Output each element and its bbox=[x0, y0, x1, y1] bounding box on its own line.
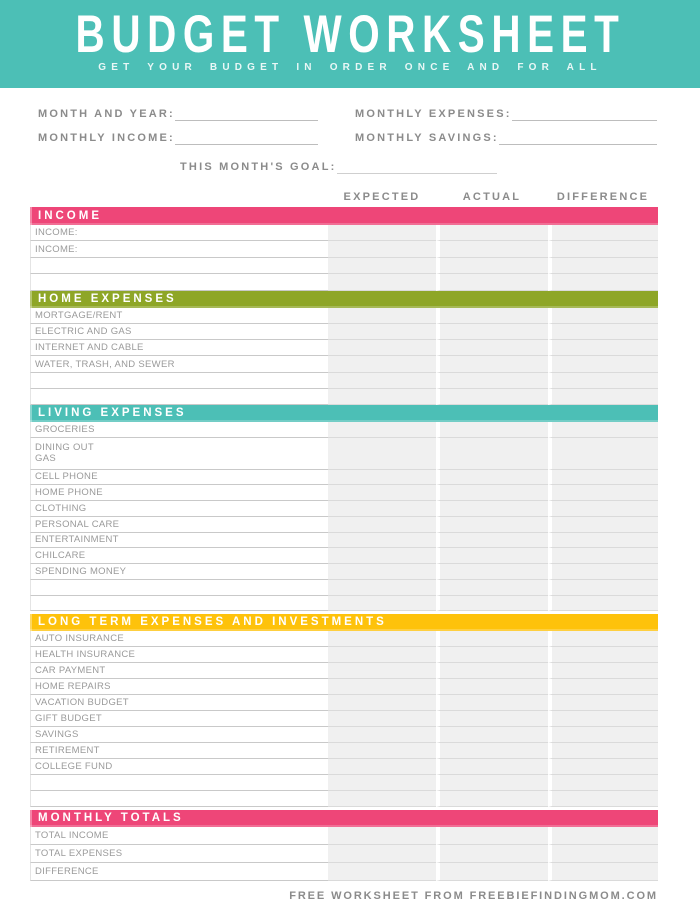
row-label-empty bbox=[30, 373, 328, 389]
actual-cell[interactable] bbox=[436, 241, 548, 257]
field-monthly-savings bbox=[355, 132, 657, 145]
row-label-text: RETIREMENT bbox=[35, 745, 100, 757]
difference-cell[interactable] bbox=[548, 679, 658, 695]
expected-cell[interactable] bbox=[328, 274, 436, 290]
monthly-income-input[interactable] bbox=[175, 133, 318, 145]
difference-cell[interactable] bbox=[548, 308, 658, 324]
actual-cell[interactable] bbox=[436, 517, 548, 533]
expected-cell[interactable] bbox=[328, 743, 436, 759]
table-row bbox=[30, 470, 658, 486]
difference-cell[interactable] bbox=[548, 517, 658, 533]
monthly-expenses-label: MONTHLY EXPENSES: bbox=[355, 108, 512, 120]
difference-cell[interactable] bbox=[548, 863, 658, 881]
table-row bbox=[30, 580, 658, 596]
row-label-text: TOTAL EXPENSES bbox=[35, 848, 123, 860]
month-and-year-label: MONTH AND YEAR: bbox=[38, 108, 175, 120]
row-label-text: DINING OUT bbox=[35, 442, 94, 454]
table-row bbox=[30, 845, 658, 863]
difference-cell[interactable] bbox=[548, 225, 658, 241]
row-label-empty bbox=[30, 580, 328, 596]
monthly-savings-label: MONTHLY SAVINGS: bbox=[355, 132, 499, 144]
difference-cell[interactable] bbox=[548, 470, 658, 486]
actual-cell[interactable] bbox=[436, 225, 548, 241]
expected-cell[interactable] bbox=[328, 580, 436, 596]
table-row bbox=[30, 308, 658, 324]
row-label-text: SAVINGS bbox=[35, 729, 79, 741]
difference-cell[interactable] bbox=[548, 647, 658, 663]
actual-cell[interactable] bbox=[436, 548, 548, 564]
page-subtitle: GET YOUR BUDGET IN ORDER ONCE AND FOR ALL bbox=[98, 62, 602, 73]
row-label bbox=[30, 647, 328, 663]
table-row bbox=[30, 711, 658, 727]
row-label bbox=[30, 679, 328, 695]
source-credit: FREE WORKSHEET FROM FREEBIEFINDINGMOM.COM bbox=[289, 890, 658, 903]
table-row bbox=[30, 533, 658, 549]
difference-cell[interactable] bbox=[548, 548, 658, 564]
row-label bbox=[30, 759, 328, 775]
actual-cell[interactable] bbox=[436, 695, 548, 711]
row-label-text: GROCERIES bbox=[35, 424, 95, 436]
row-label-text: INCOME: bbox=[35, 243, 78, 255]
expected-cell[interactable] bbox=[328, 564, 436, 580]
field-monthly-expenses bbox=[355, 108, 657, 121]
row-label-text: CAR PAYMENT bbox=[35, 665, 106, 677]
row-label bbox=[30, 225, 328, 241]
expected-cell[interactable] bbox=[328, 727, 436, 743]
this-months-goal-label: THIS MONTH'S GOAL: bbox=[180, 161, 337, 173]
row-label-text: VACATION BUDGET bbox=[35, 697, 129, 709]
difference-cell[interactable] bbox=[548, 564, 658, 580]
actual-cell[interactable] bbox=[436, 791, 548, 807]
expected-cell[interactable] bbox=[328, 422, 436, 438]
section-income bbox=[30, 207, 658, 291]
expected-cell[interactable] bbox=[328, 631, 436, 647]
table-row bbox=[30, 548, 658, 564]
difference-cell[interactable] bbox=[548, 827, 658, 845]
actual-cell[interactable] bbox=[436, 727, 548, 743]
difference-cell[interactable] bbox=[548, 759, 658, 775]
expected-cell[interactable] bbox=[328, 791, 436, 807]
expected-cell[interactable] bbox=[328, 517, 436, 533]
actual-cell[interactable] bbox=[436, 863, 548, 881]
expected-cell[interactable] bbox=[328, 775, 436, 791]
expected-cell[interactable] bbox=[328, 485, 436, 501]
row-label-text: AUTO INSURANCE bbox=[35, 633, 125, 645]
table-row bbox=[30, 324, 658, 340]
difference-cell[interactable] bbox=[548, 274, 658, 290]
actual-cell[interactable] bbox=[436, 438, 548, 470]
row-label-empty bbox=[30, 791, 328, 807]
row-label-text: HOME REPAIRS bbox=[35, 681, 111, 693]
row-label bbox=[30, 827, 328, 845]
difference-cell[interactable] bbox=[548, 711, 658, 727]
form-row-1 bbox=[38, 108, 657, 121]
monthly-expenses-input[interactable] bbox=[512, 109, 657, 121]
table-row bbox=[30, 389, 658, 405]
row-label bbox=[30, 470, 328, 486]
difference-cell[interactable] bbox=[548, 485, 658, 501]
difference-cell[interactable] bbox=[548, 258, 658, 274]
row-label bbox=[30, 631, 328, 647]
expected-cell[interactable] bbox=[328, 241, 436, 257]
expected-cell[interactable] bbox=[328, 647, 436, 663]
row-label-text: PERSONAL CARE bbox=[35, 518, 120, 530]
difference-cell[interactable] bbox=[548, 389, 658, 405]
row-label-empty bbox=[30, 274, 328, 290]
difference-cell[interactable] bbox=[548, 340, 658, 356]
row-label bbox=[30, 711, 328, 727]
expected-cell[interactable] bbox=[328, 827, 436, 845]
row-label-text: COLLEGE FUND bbox=[35, 761, 113, 773]
expected-cell[interactable] bbox=[328, 258, 436, 274]
actual-cell[interactable] bbox=[436, 679, 548, 695]
expected-cell[interactable] bbox=[328, 356, 436, 372]
difference-cell[interactable] bbox=[548, 775, 658, 791]
actual-column-header: ACTUAL bbox=[462, 191, 522, 203]
column-headers bbox=[30, 188, 658, 207]
table-row bbox=[30, 863, 658, 881]
actual-cell[interactable] bbox=[436, 759, 548, 775]
row-label-text: DIFFERENCE bbox=[35, 866, 99, 878]
row-label bbox=[30, 340, 328, 356]
expected-cell[interactable] bbox=[328, 324, 436, 340]
expected-cell[interactable] bbox=[328, 470, 436, 486]
table-row bbox=[30, 517, 658, 533]
difference-cell[interactable] bbox=[548, 533, 658, 549]
monthly-income-label: MONTHLY INCOME: bbox=[38, 132, 175, 144]
table-row bbox=[30, 695, 658, 711]
expected-cell[interactable] bbox=[328, 596, 436, 612]
section-header-living-expenses: LIVING EXPENSES bbox=[30, 405, 658, 422]
table-row bbox=[30, 631, 658, 647]
difference-cell[interactable] bbox=[548, 596, 658, 612]
table-row bbox=[30, 485, 658, 501]
table-row bbox=[30, 596, 658, 612]
section-monthly-totals bbox=[30, 810, 658, 881]
row-label bbox=[30, 241, 328, 257]
actual-cell[interactable] bbox=[436, 258, 548, 274]
row-label bbox=[30, 422, 328, 438]
actual-cell[interactable] bbox=[436, 485, 548, 501]
actual-cell[interactable] bbox=[436, 631, 548, 647]
section-header-income: INCOME bbox=[30, 207, 658, 225]
section-long-term-expenses-and-investments bbox=[30, 614, 658, 807]
section-header-home-expenses: HOME EXPENSES bbox=[30, 291, 658, 308]
actual-cell[interactable] bbox=[436, 274, 548, 290]
table-row bbox=[30, 759, 658, 775]
section-header-monthly-totals: MONTHLY TOTALS bbox=[30, 810, 658, 827]
banner bbox=[0, 0, 700, 88]
table-row bbox=[30, 258, 658, 274]
actual-cell[interactable] bbox=[436, 501, 548, 517]
difference-cell[interactable] bbox=[548, 631, 658, 647]
actual-cell[interactable] bbox=[436, 389, 548, 405]
difference-cell[interactable] bbox=[548, 438, 658, 470]
row-label bbox=[30, 485, 328, 501]
expected-cell[interactable] bbox=[328, 759, 436, 775]
expected-cell[interactable] bbox=[328, 389, 436, 405]
table-row bbox=[30, 775, 658, 791]
difference-cell[interactable] bbox=[548, 356, 658, 372]
actual-cell[interactable] bbox=[436, 827, 548, 845]
row-label-text: INTERNET AND CABLE bbox=[35, 342, 144, 354]
row-label bbox=[30, 548, 328, 564]
form-row-2 bbox=[38, 132, 657, 145]
expected-cell[interactable] bbox=[328, 438, 436, 470]
actual-cell[interactable] bbox=[436, 533, 548, 549]
actual-cell[interactable] bbox=[436, 422, 548, 438]
table-row bbox=[30, 679, 658, 695]
this-months-goal-input[interactable] bbox=[337, 162, 497, 174]
difference-cell[interactable] bbox=[548, 663, 658, 679]
section-home-expenses bbox=[30, 291, 658, 406]
table-row bbox=[30, 373, 658, 389]
expected-cell[interactable] bbox=[328, 373, 436, 389]
actual-cell[interactable] bbox=[436, 647, 548, 663]
row-label bbox=[30, 356, 328, 372]
actual-cell[interactable] bbox=[436, 845, 548, 863]
row-label bbox=[30, 438, 328, 470]
row-label-text: MORTGAGE/RENT bbox=[35, 309, 123, 321]
table-row bbox=[30, 791, 658, 807]
info-form bbox=[0, 88, 700, 174]
row-label bbox=[30, 308, 328, 324]
row-label bbox=[30, 727, 328, 743]
sections bbox=[30, 207, 658, 881]
table-row bbox=[30, 743, 658, 759]
row-label-text: WATER, TRASH, AND SEWER bbox=[35, 358, 175, 370]
difference-cell[interactable] bbox=[548, 373, 658, 389]
expected-cell[interactable] bbox=[328, 863, 436, 881]
expected-cell[interactable] bbox=[328, 663, 436, 679]
difference-cell[interactable] bbox=[548, 695, 658, 711]
difference-cell[interactable] bbox=[548, 580, 658, 596]
worksheet-table bbox=[30, 188, 658, 881]
table-row bbox=[30, 225, 658, 241]
table-row bbox=[30, 647, 658, 663]
actual-cell[interactable] bbox=[436, 564, 548, 580]
row-label-text: TOTAL INCOME bbox=[35, 830, 109, 842]
field-this-months-goal bbox=[180, 161, 657, 174]
section-living-expenses bbox=[30, 405, 658, 611]
row-label-text: ELECTRIC AND GAS bbox=[35, 326, 132, 337]
row-label-empty bbox=[30, 596, 328, 612]
expected-cell[interactable] bbox=[328, 501, 436, 517]
expected-cell[interactable] bbox=[328, 533, 436, 549]
row-label-text: ENTERTAINMENT bbox=[35, 534, 119, 546]
table-row bbox=[30, 827, 658, 845]
difference-column-header: DIFFERENCE bbox=[556, 191, 650, 203]
row-label bbox=[30, 695, 328, 711]
table-row bbox=[30, 727, 658, 743]
table-row bbox=[30, 501, 658, 517]
actual-cell[interactable] bbox=[436, 340, 548, 356]
actual-cell[interactable] bbox=[436, 580, 548, 596]
actual-cell[interactable] bbox=[436, 711, 548, 727]
row-label-empty bbox=[30, 775, 328, 791]
difference-cell[interactable] bbox=[548, 501, 658, 517]
actual-cell[interactable] bbox=[436, 596, 548, 612]
actual-cell[interactable] bbox=[436, 308, 548, 324]
table-row bbox=[30, 340, 658, 356]
difference-cell[interactable] bbox=[548, 845, 658, 863]
field-monthly-income bbox=[38, 132, 318, 145]
table-row bbox=[30, 356, 658, 372]
difference-cell[interactable] bbox=[548, 791, 658, 807]
month-and-year-input[interactable] bbox=[175, 109, 318, 121]
page-title: BUDGET WORKSHEET bbox=[75, 5, 625, 65]
difference-cell[interactable] bbox=[548, 241, 658, 257]
row-label bbox=[30, 743, 328, 759]
row-label-text: INCOME: bbox=[35, 227, 78, 239]
row-label-text: HOME PHONE bbox=[35, 487, 103, 499]
row-label-text: SPENDING MONEY bbox=[35, 565, 127, 577]
expected-cell[interactable] bbox=[328, 695, 436, 711]
expected-cell[interactable] bbox=[328, 225, 436, 241]
table-row bbox=[30, 274, 658, 290]
expected-cell[interactable] bbox=[328, 340, 436, 356]
row-label bbox=[30, 863, 328, 881]
row-label bbox=[30, 517, 328, 533]
actual-cell[interactable] bbox=[436, 470, 548, 486]
row-label bbox=[30, 845, 328, 863]
table-row bbox=[30, 422, 658, 438]
table-row bbox=[30, 564, 658, 580]
difference-cell[interactable] bbox=[548, 743, 658, 759]
row-label-text: GAS bbox=[35, 453, 56, 465]
actual-cell[interactable] bbox=[436, 356, 548, 372]
expected-cell[interactable] bbox=[328, 548, 436, 564]
section-header-long-term-expenses-and-investments: LONG TERM EXPENSES AND INVESTMENTS bbox=[30, 614, 658, 631]
row-label bbox=[30, 663, 328, 679]
expected-column-header: EXPECTED bbox=[343, 191, 421, 203]
row-label bbox=[30, 324, 328, 340]
actual-cell[interactable] bbox=[436, 775, 548, 791]
row-label bbox=[30, 501, 328, 517]
row-label-text: CELL PHONE bbox=[35, 471, 98, 483]
difference-cell[interactable] bbox=[548, 324, 658, 340]
expected-cell[interactable] bbox=[328, 308, 436, 324]
difference-cell[interactable] bbox=[548, 727, 658, 743]
field-month-and-year bbox=[38, 108, 318, 121]
row-label-text: CLOTHING bbox=[35, 502, 87, 514]
actual-cell[interactable] bbox=[436, 663, 548, 679]
row-label-text: HEALTH INSURANCE bbox=[35, 649, 136, 661]
monthly-savings-input[interactable] bbox=[499, 133, 657, 145]
row-label bbox=[30, 564, 328, 580]
actual-cell[interactable] bbox=[436, 373, 548, 389]
row-label bbox=[30, 533, 328, 549]
difference-cell[interactable] bbox=[548, 422, 658, 438]
table-row bbox=[30, 241, 658, 257]
row-label-text: GIFT BUDGET bbox=[35, 713, 102, 725]
row-label-empty bbox=[30, 389, 328, 405]
row-label-empty bbox=[30, 258, 328, 274]
row-label-text: CHILCARE bbox=[35, 550, 86, 562]
expected-cell[interactable] bbox=[328, 711, 436, 727]
table-row bbox=[30, 438, 658, 470]
expected-cell[interactable] bbox=[328, 679, 436, 695]
table-row bbox=[30, 663, 658, 679]
actual-cell[interactable] bbox=[436, 324, 548, 340]
actual-cell[interactable] bbox=[436, 743, 548, 759]
expected-cell[interactable] bbox=[328, 845, 436, 863]
